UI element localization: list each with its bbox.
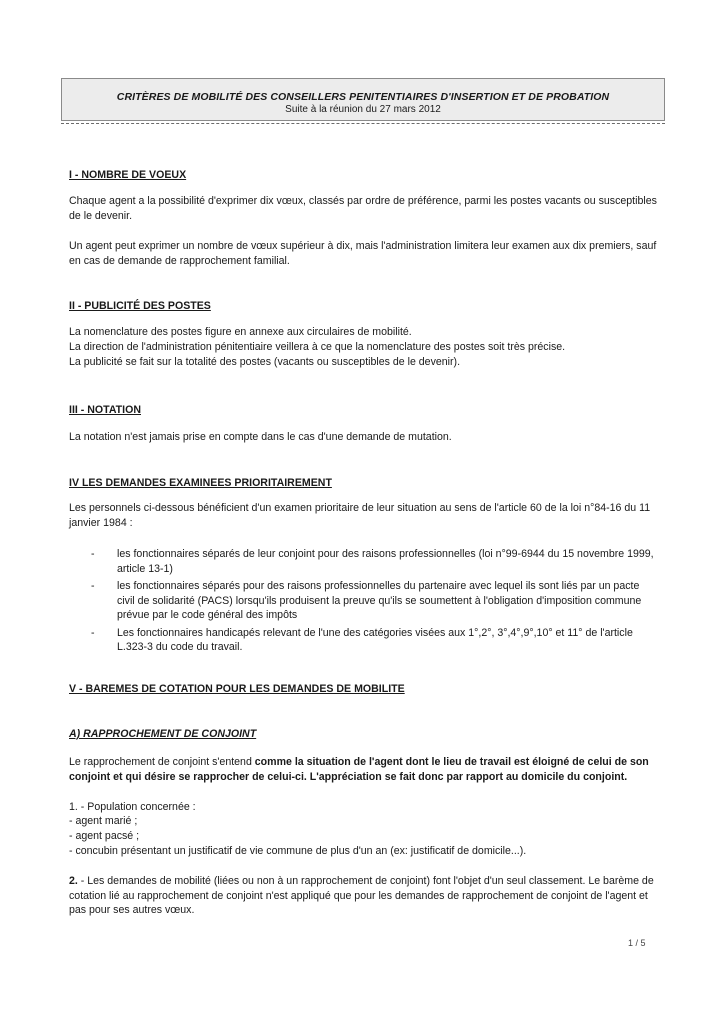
document-subtitle: Suite à la réunion du 27 mars 2012 — [285, 104, 441, 115]
section-3-heading: III - NOTATION — [69, 404, 141, 416]
page-number: 1 / 5 — [628, 938, 646, 948]
section-4-intro: Les personnels ci-dessous bénéficient d'un examen prioritaire de leur situation au sens de l'article 60 de la loi n°84-16 du 11 janvier 1984 : — [69, 502, 651, 529]
priority-list — [69, 547, 659, 655]
section-3-paragraph: La notation n'est jamais prise en compte dans le cas d'une demande de mutation. — [69, 431, 452, 443]
section-1-paragraph-1: Chaque agent a la possibilité d'exprimer dix vœux, classés par ordre de préférence, parmi les postes vacants ou susceptibles de le devenir. — [69, 195, 657, 222]
section-1-heading: I - NOMBRE DE VOEUX — [69, 169, 187, 181]
population-item: - concubin présentant un justificatif de vie commune de plus d'un an (ex: justificatif de domicile...). — [69, 845, 527, 857]
section-4-heading: IV LES DEMANDES EXAMINEES PRIORITAIREMENT — [69, 477, 332, 489]
section-2-line-2: La direction de l'administration pénitentiaire veillera à ce que la nomenclature des postes soit très précise. — [69, 341, 566, 353]
population-item: - agent marié ; — [69, 815, 138, 827]
document-title: CRITÈRES DE MOBILITÉ DES CONSEILLERS PENITENTIAIRES D'INSERTION ET DE PROBATION — [116, 91, 610, 103]
population-item: - agent pacsé ; — [69, 830, 140, 842]
list-item: - les fonctionnaires séparés de leur conjoint pour des raisons professionnelles (loi n°99-6944 du 15 novembre 1999, article 13-1) — [91, 548, 654, 575]
section-2-line-3: La publicité se fait sur la totalité des postes (vacants ou susceptibles de le devenir). — [69, 356, 461, 368]
section-1-paragraph-2: Un agent peut exprimer un nombre de vœux supérieur à dix, mais l'administration limitera leur examen aux dix premiers, sauf en cas de demande de rapprochement familial. — [69, 240, 657, 267]
section-5a-heading: A) RAPPROCHEMENT DE CONJOINT — [69, 728, 257, 740]
section-2-heading: II - PUBLICITÉ DES POSTES — [69, 300, 211, 312]
population-heading: 1. - Population concernée : — [69, 801, 196, 813]
section-5a-point-2: 2. - Les demandes de mobilité (liées ou non à un rapprochement de conjoint) font l'objet d'un seul classement. Le barème de cotation lié au rapprochement de conjoint n'est appliqué que pour les demandes de rapprochement de conjoint de l'agent et pas pour ses autres vœux. — [69, 875, 654, 916]
section-5-heading: V - BAREMES DE COTATION POUR LES DEMANDES DE MOBILITE — [69, 683, 405, 695]
list-item: - Les fonctionnaires handicapés relevant de l'une des catégories visées aux 1°,2°, 3°,4°,9°,10° et 11° de l'article L.323-3 du code du travail. — [91, 626, 633, 653]
title-divider — [61, 123, 665, 124]
section-2-line-1: La nomenclature des postes figure en annexe aux circulaires de mobilité. — [69, 326, 412, 338]
title-box — [61, 78, 665, 121]
section-5a-paragraph: Le rapprochement de conjoint s'entend comme la situation de l'agent dont le lieu de travail est éloigné de celui de son conjoint et qui désire se rapprocher de celui-ci. L'appréciation se fait donc par rapport au domicile du conjoint. — [69, 756, 649, 783]
list-item: - les fonctionnaires séparés pour des raisons professionnelles du partenaire avec lequel ils sont liés par un pacte civil de solidarité (PACS) lorsqu'ils produisent la preuve qu'ils se soumettent à l'obligation d'imposition commune prévue par le code général des impôts — [91, 580, 642, 621]
